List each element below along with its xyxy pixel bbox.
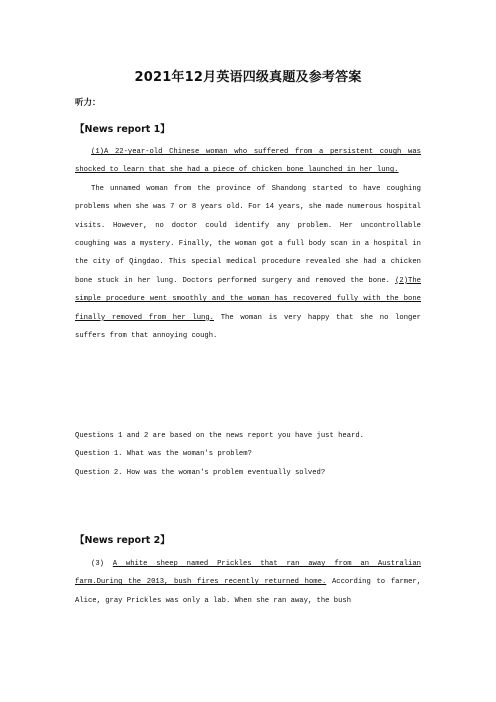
report-1-body-a: The unnamed woman from the province of Shandong started to have coughing problems when she was 7 or 8 years old. For 14 years, she made numerous hospital visits. However, no doctor could identify any problem. Her uncontrollable coughing was a mystery. Finally, the woman got a full body scan in a hospital in the city of Qingdao. This special medical procedure revealed she had a chicken bone stuck in her lung. Doctors performed surgery and removed the bone.: [75, 184, 421, 285]
report-1-body-b: The woman is very happy that she no longer suffers from that annoying cough.: [75, 313, 422, 341]
report-2-heading: 【News report 2】: [75, 535, 170, 546]
report-2-underlined-sentence: A white sheep named Prickles that ran away from an Australian farm.During the 2013, bush fires recently returned home.: [75, 560, 421, 587]
report-1-questions: [75, 427, 421, 482]
report-1-underlined-sentence-2: (2)The simple procedure went smoothly and the woman has recovered fully with the bone finally removed from her lung.: [75, 276, 421, 322]
report-1-underlined-sentence-1: (1)A 22-year-old Chinese woman who suffered from a persistent cough was shocked to learn that she had a piece of chicken bone launched in her lung.: [75, 148, 421, 175]
report-1-heading: 【News report 1】: [75, 124, 170, 135]
questions-intro: Questions 1 and 2 are based on the news report you have just heard.: [75, 432, 364, 440]
listening-label: 听力：: [75, 98, 101, 108]
report-2-text: [75, 555, 421, 610]
page-title: 2021年12月英语四级真题及参考答案: [134, 70, 362, 85]
report-2-lead: (3): [91, 560, 113, 568]
report-2-body: According to farmer, Alice, gray Prickles was only a lab. When she ran away, the bush: [75, 578, 422, 605]
report-1-text: [75, 143, 421, 345]
question-2: Question 2. How was the woman's problem eventually solved?: [75, 468, 326, 477]
question-1: Question 1. What was the woman's problem?: [75, 450, 252, 459]
